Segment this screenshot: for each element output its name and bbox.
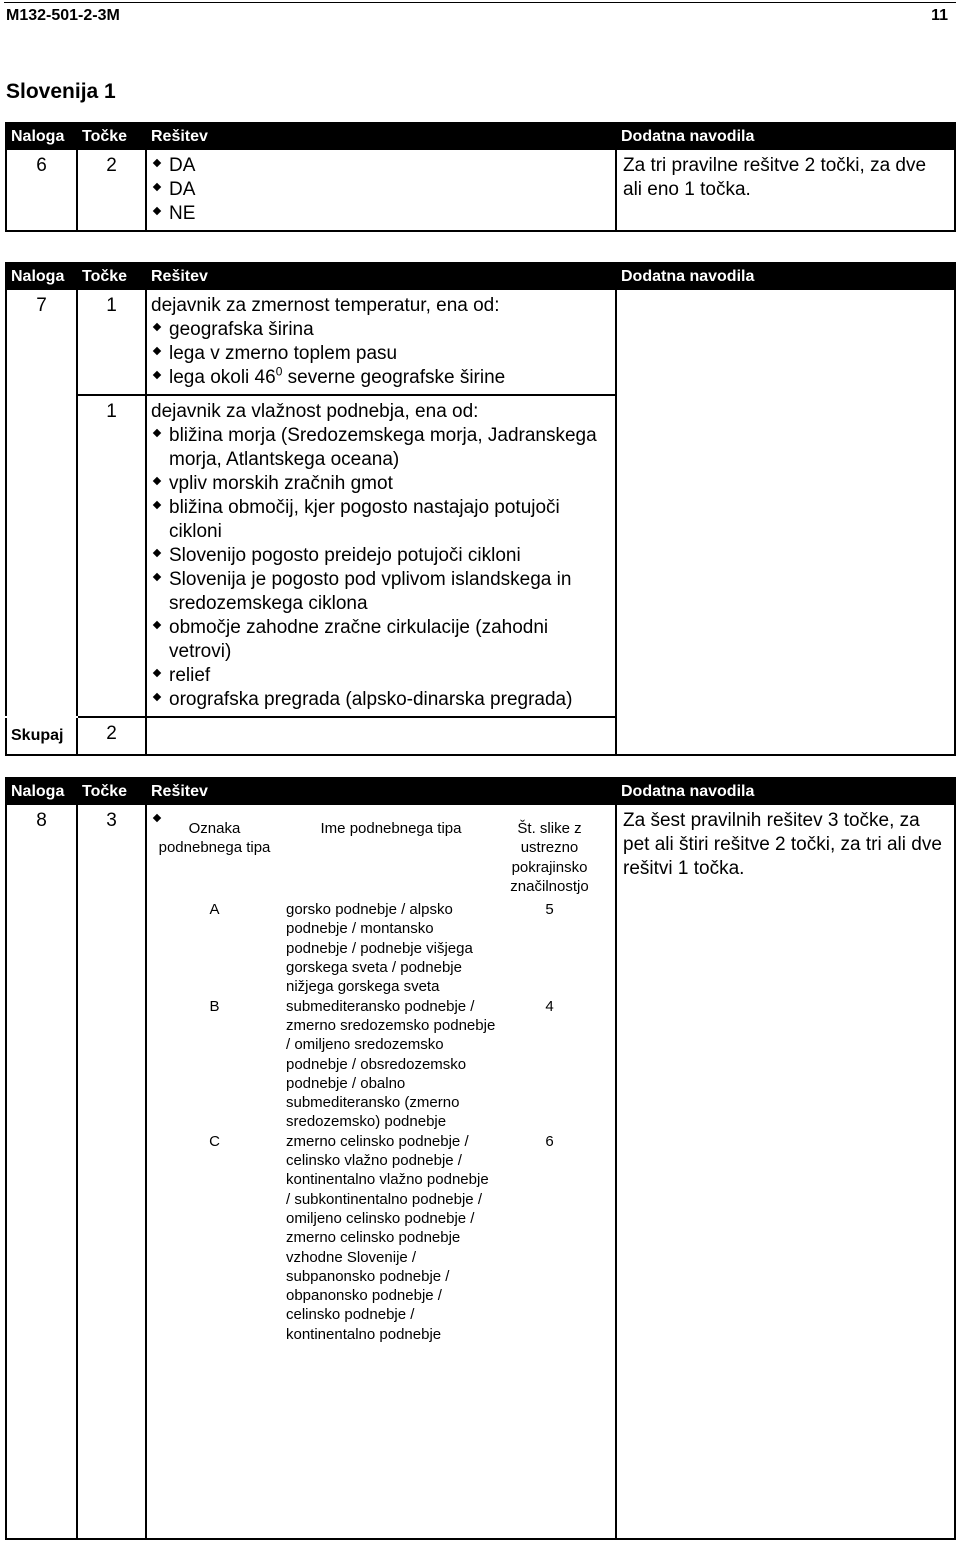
header-ime: Ime podnebnega tipa xyxy=(320,820,462,837)
answer-bullet xyxy=(151,809,609,815)
column-header-resitev: Rešitev xyxy=(146,123,616,149)
task-7-row-1 xyxy=(6,289,955,395)
task-8-table xyxy=(5,777,956,1540)
document-code: M132-501-2-3M xyxy=(6,7,120,24)
climate-label: B xyxy=(209,997,220,1015)
task-6-table xyxy=(5,122,956,232)
task-solution xyxy=(146,149,616,231)
column-header-dodatna: Dodatna navodila xyxy=(616,263,955,289)
solution-intro: dejavnik za zmernost temperatur, ena od: xyxy=(151,295,500,316)
task-points: 2 xyxy=(77,149,146,231)
climate-row xyxy=(151,1132,603,1344)
answer-item: orografska pregrada (alpsko-dinarska pregrada) xyxy=(151,688,609,712)
climate-row xyxy=(151,900,603,996)
task-solution xyxy=(146,289,616,395)
table-header-row xyxy=(6,263,955,289)
answer-item: območje zahodne zračne cirkulacije (zahodni vetrovi) xyxy=(151,616,609,664)
climate-name: gorsko podnebje / alpsko podnebje / montansko podnebje / podnebje višjega gorskega sveta / podnebje nižjega gorskega sveta xyxy=(286,901,473,996)
climate-image-number: 5 xyxy=(545,901,554,919)
header-slika: Št. slike z ustrezno pokrajinsko značilnostjo xyxy=(510,820,589,895)
task-7-table xyxy=(5,262,956,756)
answer-item: vpliv morskih zračnih gmot xyxy=(151,472,609,496)
answer-item: Slovenijo pogosto preidejo potujoči cikloni xyxy=(151,544,609,568)
column-header-resitev: Rešitev xyxy=(146,263,616,289)
answer-item: lega v zmerno toplem pasu xyxy=(151,342,609,366)
task-instructions: Za tri pravilne rešitve 2 točki, za dve ali eno 1 točka. xyxy=(616,149,955,231)
answer-item: Slovenija je pogosto pod vplivom islandskega in sredozemskega ciklona xyxy=(151,568,609,616)
climate-types-table xyxy=(151,819,603,1344)
climate-row xyxy=(151,997,603,1132)
column-header-resitev: Rešitev xyxy=(146,778,616,804)
table-header-row xyxy=(6,778,955,804)
total-label: Skupaj xyxy=(6,717,77,755)
task-solution xyxy=(146,804,616,1539)
column-header-tocke: Točke xyxy=(77,123,146,149)
task-number: 7 xyxy=(6,289,77,717)
column-header-tocke: Točke xyxy=(77,263,146,289)
answer-item: bližina območij, kjer pogosto nastajajo potujoči cikloni xyxy=(151,496,609,544)
column-header-naloga: Naloga xyxy=(6,123,77,149)
climate-label: A xyxy=(209,901,220,919)
page-number: 11 xyxy=(931,7,948,24)
climate-name: zmerno celinsko podnebje / celinsko vlažno podnebje / kontinentalno vlažno podnebje / subkontinentalno podnebje / omiljeno celinsko podnebje / zmerno celinsko podnebje vzhodne Slovenije / subpanonsko podnebje / obpanonsko podnebje / celinsko podnebje / kontinentalno podnebje xyxy=(286,1132,489,1343)
answer-item: geografska širina xyxy=(151,318,609,342)
header-oznaka: Oznaka podnebnega tipa xyxy=(158,820,271,857)
answer-item: bližina morja (Sredozemskega morja, Jadranskega morja, Atlantskega oceana) xyxy=(151,424,609,472)
column-header-dodatna: Dodatna navodila xyxy=(616,123,955,149)
answer-item: relief xyxy=(151,664,609,688)
task-points: 1 xyxy=(77,395,146,717)
climate-label: C xyxy=(209,1132,220,1150)
task-8-row xyxy=(6,804,955,1539)
task-6-row xyxy=(6,149,955,231)
task-points: 1 xyxy=(77,289,146,395)
answer-item: lega okoli $46^0$ severne geografske širine xyxy=(151,366,609,390)
task-instructions: Za šest pravilnih rešitev 3 točke, za pet ali štiri rešitve 2 točki, za tri ali dve rešitvi 1 točka. xyxy=(616,804,955,1539)
table-header-row xyxy=(6,123,955,149)
task-number: 6 xyxy=(6,149,77,231)
answer-item: DA xyxy=(151,178,609,202)
task-solution xyxy=(146,395,616,717)
header-rule xyxy=(4,2,956,3)
column-header-dodatna: Dodatna navodila xyxy=(616,778,955,804)
solution-intro: dejavnik za vlažnost podnebja, ena od: xyxy=(151,401,479,422)
climate-name: submediteransko podnebje / zmerno sredozemsko podnebje / omiljeno sredozemsko podnebje / obsredozemsko podnebje / obalno submediteransko (zmerno sredozemsko) podnebje xyxy=(286,997,496,1131)
climate-table-header xyxy=(151,819,603,900)
column-header-naloga: Naloga xyxy=(6,778,77,804)
task-number: 8 xyxy=(6,804,77,1539)
column-header-tocke: Točke xyxy=(77,778,146,804)
column-header-naloga: Naloga xyxy=(6,263,77,289)
answer-item: DA xyxy=(151,154,609,178)
task-instructions xyxy=(616,289,955,755)
section-title: Slovenija 1 xyxy=(6,80,116,103)
task-points: 3 xyxy=(77,804,146,1539)
answer-item: NE xyxy=(151,202,609,226)
climate-image-number: 4 xyxy=(545,997,554,1015)
total-points: 2 xyxy=(77,717,146,755)
total-empty-cell xyxy=(146,717,616,755)
climate-image-number: 6 xyxy=(545,1132,554,1150)
